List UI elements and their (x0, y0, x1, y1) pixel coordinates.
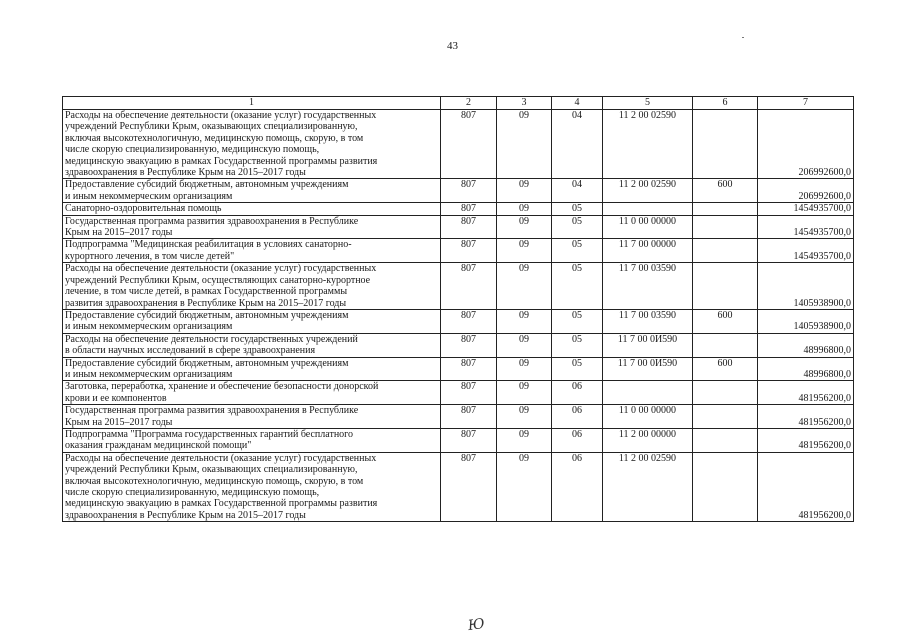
description-line: Государственная программа развития здравоохранения в Республике (65, 215, 359, 227)
description-line: Расходы на обеспечение деятельности (оказание услуг) государственных (65, 452, 377, 464)
ministry-code-cell: 807 (441, 239, 497, 263)
section-code-cell: 09 (497, 452, 552, 521)
description-line: оказания гражданам медицинской помощи" (65, 440, 252, 452)
target-article-code-cell: 11 2 00 02590 (603, 452, 693, 521)
description-line: Предоставление субсидий бюджетным, автономным учреждениям (65, 357, 349, 369)
amount-cell: 48996800,0 (758, 333, 854, 357)
table-row (63, 428, 854, 452)
subsection-code-cell: 05 (552, 309, 603, 333)
target-article-code-cell: 11 0 00 00000 (603, 405, 693, 429)
header-cell-description: 1 (63, 97, 441, 110)
amount-cell: 1454935700,0 (758, 215, 854, 239)
header-cell-subsection: 4 (552, 97, 603, 110)
target-article-code-cell (603, 381, 693, 405)
expense-type-code-cell: 600 (693, 179, 758, 203)
expense-type-code-cell (693, 203, 758, 215)
header-cell-ministry: 2 (441, 97, 497, 110)
description-line: Заготовка, переработка, хранение и обеспечение безопасности донорской (65, 381, 379, 393)
description-line: учреждений Республики Крым, осуществляющих санаторно-курортное (65, 274, 371, 286)
section-code-cell: 09 (497, 428, 552, 452)
description-line: медицинскую эвакуацию в рамках Государственной программы развития (65, 155, 378, 167)
scan-speck (742, 37, 744, 38)
expense-type-code-cell (693, 428, 758, 452)
description-cell (63, 381, 441, 405)
table-row (63, 381, 854, 405)
expense-type-code-cell (693, 239, 758, 263)
subsection-code-cell: 04 (552, 179, 603, 203)
target-article-code-cell: 11 2 00 00000 (603, 428, 693, 452)
target-article-code-cell: 11 7 00 03590 (603, 263, 693, 310)
section-code-cell: 09 (497, 333, 552, 357)
description-line: крови и ее компонентов (65, 392, 167, 404)
ministry-code-cell: 807 (441, 309, 497, 333)
amount-cell: 206992600,0 (758, 110, 854, 179)
description-line: и иным некоммерческим организациям (65, 190, 233, 202)
description-line: числе скорую специализированную, медицинскую помощь, (65, 144, 320, 156)
description-cell (63, 203, 441, 215)
description-line: медицинскую эвакуацию в рамках Государственной программы развития (65, 498, 378, 510)
description-cell (63, 333, 441, 357)
description-line: Расходы на обеспечение деятельности государственных учреждений (65, 333, 358, 345)
description-line: лечение, в том числе детей, в рамках Государственной программы (65, 286, 348, 298)
description-line: Предоставление субсидий бюджетным, автономным учреждениям (65, 309, 349, 321)
amount-cell: 1405938900,0 (758, 309, 854, 333)
table-row (63, 215, 854, 239)
section-code-cell: 09 (497, 357, 552, 381)
description-line: здравоохранения в Республике Крым на 2015–2017 годы (65, 509, 306, 521)
table-row (63, 333, 854, 357)
description-cell (63, 263, 441, 310)
budget-table (62, 96, 854, 522)
description-cell (63, 110, 441, 179)
expense-type-code-cell (693, 381, 758, 405)
ministry-code-cell: 807 (441, 179, 497, 203)
ministry-code-cell: 807 (441, 263, 497, 310)
description-line: учреждений Республики Крым, оказывающих специализированную, (65, 121, 358, 133)
amount-cell: 1454935700,0 (758, 239, 854, 263)
target-article-code-cell: 11 0 00 00000 (603, 215, 693, 239)
subsection-code-cell: 04 (552, 110, 603, 179)
amount-cell: 48996800,0 (758, 357, 854, 381)
ministry-code-cell: 807 (441, 203, 497, 215)
ministry-code-cell: 807 (441, 381, 497, 405)
description-line: учреждений Республики Крым, оказывающих специализированную, (65, 464, 358, 476)
section-code-cell: 09 (497, 239, 552, 263)
description-line: Крым на 2015–2017 годы (65, 227, 173, 239)
target-article-code-cell: 11 7 00 00000 (603, 239, 693, 263)
header-cell-expense-type: 6 (693, 97, 758, 110)
ministry-code-cell: 807 (441, 215, 497, 239)
description-line: развития здравоохранения в Республике Крым на 2015–2017 годы (65, 297, 347, 309)
expense-type-code-cell (693, 452, 758, 521)
description-line: Подпрограмма "Медицинская реабилитация в условиях санаторно- (65, 239, 352, 251)
description-cell (63, 357, 441, 381)
subsection-code-cell: 05 (552, 215, 603, 239)
amount-cell: 481956200,0 (758, 428, 854, 452)
header-cell-section: 3 (497, 97, 552, 110)
expense-type-code-cell: 600 (693, 309, 758, 333)
description-line: Подпрограмма "Программа государственных гарантий бесплатного (65, 428, 354, 440)
description-line: числе скорую специализированную, медицинскую помощь, (65, 487, 320, 498)
header-cell-target-article: 5 (603, 97, 693, 110)
description-line: курортного лечения, в том числе детей" (65, 250, 235, 262)
ministry-code-cell: 807 (441, 110, 497, 179)
target-article-code-cell: 11 2 00 02590 (603, 110, 693, 179)
expense-type-code-cell (693, 333, 758, 357)
target-article-code-cell: 11 2 00 02590 (603, 179, 693, 203)
section-code-cell: 09 (497, 203, 552, 215)
subsection-code-cell: 05 (552, 239, 603, 263)
table-row (63, 405, 854, 429)
expense-type-code-cell (693, 215, 758, 239)
amount-cell: 1405938900,0 (758, 263, 854, 310)
table-row (63, 110, 854, 179)
description-cell (63, 239, 441, 263)
description-line: и иным некоммерческим организациям (65, 321, 233, 333)
description-line: Санаторно-оздоровительная помощь (65, 203, 222, 215)
description-line: и иным некоммерческим организациям (65, 368, 233, 380)
ministry-code-cell: 807 (441, 405, 497, 429)
description-line: включая высокотехнологичную, медицинскую помощь, скорую, в том (65, 475, 364, 487)
table-row (63, 179, 854, 203)
description-cell (63, 428, 441, 452)
description-line: включая высокотехнологичную, медицинскую помощь, скорую, в том (65, 132, 364, 144)
amount-cell: 481956200,0 (758, 381, 854, 405)
subsection-code-cell: 05 (552, 203, 603, 215)
expense-type-code-cell (693, 263, 758, 310)
subsection-code-cell: 06 (552, 405, 603, 429)
section-code-cell: 09 (497, 309, 552, 333)
table-row (63, 309, 854, 333)
description-line: здравоохранения в Республике Крым на 2015–2017 годы (65, 167, 306, 179)
description-line: Расходы на обеспечение деятельности (оказание услуг) государственных (65, 263, 377, 275)
section-code-cell: 09 (497, 405, 552, 429)
target-article-code-cell (603, 203, 693, 215)
amount-cell: 481956200,0 (758, 405, 854, 429)
ministry-code-cell: 807 (441, 428, 497, 452)
page-number: 43 (447, 40, 458, 52)
section-code-cell: 09 (497, 381, 552, 405)
table-row (63, 263, 854, 310)
section-code-cell: 09 (497, 215, 552, 239)
description-line: в области научных исследований в сфере здравоохранения (65, 345, 316, 357)
expense-type-code-cell (693, 110, 758, 179)
description-cell (63, 405, 441, 429)
amount-cell: 1454935700,0 (758, 203, 854, 215)
ministry-code-cell: 807 (441, 333, 497, 357)
subsection-code-cell: 05 (552, 333, 603, 357)
subsection-code-cell: 06 (552, 381, 603, 405)
expense-type-code-cell (693, 405, 758, 429)
ministry-code-cell: 807 (441, 452, 497, 521)
table-row (63, 203, 854, 215)
subsection-code-cell: 05 (552, 357, 603, 381)
subsection-code-cell: 06 (552, 452, 603, 521)
target-article-code-cell: 11 7 00 0И590 (603, 357, 693, 381)
description-cell (63, 309, 441, 333)
description-cell (63, 215, 441, 239)
expense-type-code-cell: 600 (693, 357, 758, 381)
ministry-code-cell: 807 (441, 357, 497, 381)
table-row (63, 357, 854, 381)
section-code-cell: 09 (497, 110, 552, 179)
section-code-cell: 09 (497, 263, 552, 310)
header-cell-amount: 7 (758, 97, 854, 110)
target-article-code-cell: 11 7 00 03590 (603, 309, 693, 333)
description-cell (63, 452, 441, 521)
section-code-cell: 09 (497, 179, 552, 203)
header-row (63, 97, 854, 110)
table-row (63, 239, 854, 263)
handwritten-signature: Ю (466, 615, 486, 635)
description-line: Крым на 2015–2017 годы (65, 416, 173, 428)
subsection-code-cell: 06 (552, 428, 603, 452)
description-cell (63, 179, 441, 203)
target-article-code-cell: 11 7 00 0И590 (603, 333, 693, 357)
description-line: Расходы на обеспечение деятельности (оказание услуг) государственных (65, 110, 377, 121)
amount-cell: 206992600,0 (758, 179, 854, 203)
amount-cell: 481956200,0 (758, 452, 854, 521)
table-row (63, 452, 854, 521)
description-line: Государственная программа развития здравоохранения в Республике (65, 405, 359, 417)
description-line: Предоставление субсидий бюджетным, автономным учреждениям (65, 179, 349, 191)
subsection-code-cell: 05 (552, 263, 603, 310)
